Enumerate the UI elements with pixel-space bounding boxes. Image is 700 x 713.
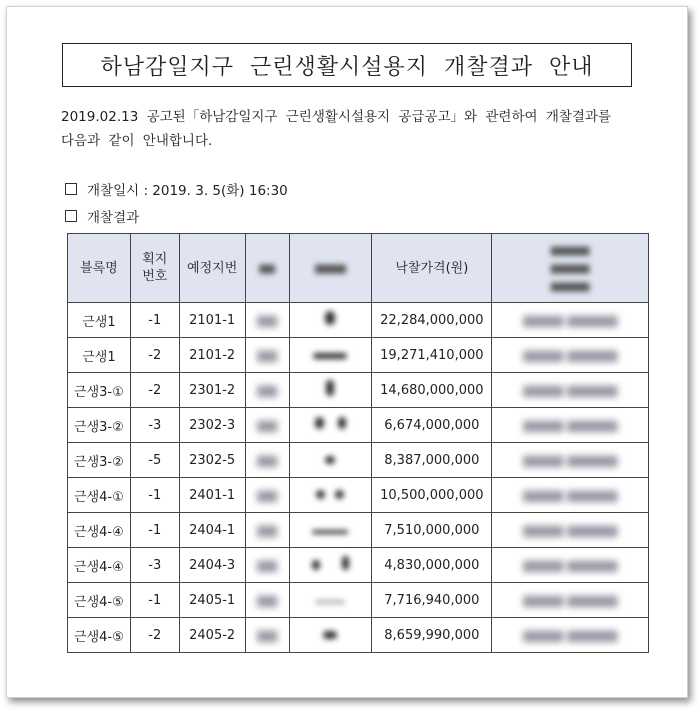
redacted-text: ▆▆▆▆▆ ▆▆▆▆▆ ▆▆▆▆▆ [550,245,590,292]
cell-redacted [289,583,372,618]
table-row [68,478,649,513]
cell-redacted [492,408,649,443]
cell-price: 22,284,000,000 [372,303,492,338]
table-row [68,618,649,653]
cell-lot: -5 [130,443,179,478]
cell-redacted [245,443,289,478]
cell-redacted [289,618,372,653]
header-redacted-2 [289,234,372,303]
header-price: 낙찰가격(원) [372,234,492,303]
redacted-text: ▆▆ [257,312,278,328]
cell-lot: -3 [130,408,179,443]
cell-redacted [492,583,649,618]
cell-block: 근생4-⑤ [68,618,131,653]
redacted-text: ▆▆ [257,452,278,468]
table-row [68,548,649,583]
cell-redacted [245,548,289,583]
cell-redacted [492,373,649,408]
cell-block: 근생1 [68,303,131,338]
header-block: 블록명 [68,234,131,303]
cell-price: 6,674,000,000 [372,408,492,443]
cell-block: 근생3-② [68,443,131,478]
redacted-text: ▆▆ [257,382,278,398]
header-redacted-3 [492,234,649,303]
cell-price: 7,510,000,000 [372,513,492,548]
cell-block: 근생4-④ [68,548,131,583]
cell-block: 근생1 [68,338,131,373]
table-row [68,443,649,478]
cell-block: 근생4-④ [68,513,131,548]
cell-parcel: 2401-1 [179,478,245,513]
redacted-text: ▆▆ [257,417,278,433]
cell-redacted [245,373,289,408]
cell-price: 4,830,000,000 [372,548,492,583]
cell-redacted [245,408,289,443]
header-lot [130,234,179,303]
cell-redacted [492,443,649,478]
redacted-text: ▆▆▆▆ ▆▆▆▆▆ [523,522,618,538]
cell-block: 근생4-⑤ [68,583,131,618]
cell-parcel: 2404-3 [179,548,245,583]
cell-parcel: 2302-5 [179,443,245,478]
redacted-text: ▆▆▆▆ ▆▆▆▆▆ [523,347,618,363]
cell-parcel: 2301-2 [179,373,245,408]
header-parcel: 예정지번 [179,234,245,303]
cell-price: 19,271,410,000 [372,338,492,373]
document-page [6,6,688,698]
cell-lot: -1 [130,478,179,513]
table-row [68,338,649,373]
cell-lot: -2 [130,338,179,373]
redacted-text: ▆▆▆▆ ▆▆▆▆▆ [523,627,618,643]
cell-lot: -1 [130,513,179,548]
cell-parcel: 2404-1 [179,513,245,548]
cell-lot: -3 [130,548,179,583]
cell-redacted [289,408,372,443]
cell-parcel: 2101-1 [179,303,245,338]
table-row [68,513,649,548]
redacted-text: ▆▆▆▆ ▆▆▆▆▆ [523,557,618,573]
cell-redacted [245,618,289,653]
cell-price: 8,659,990,000 [372,618,492,653]
results-table [67,233,649,653]
intro-text [61,105,651,153]
cell-redacted [492,513,649,548]
cell-price: 7,716,940,000 [372,583,492,618]
cell-redacted [289,478,372,513]
cell-lot: -1 [130,583,179,618]
cell-redacted [245,583,289,618]
intro-line-1: 2019.02.13 공고된「하남감일지구 근린생활시설용지 공급공고」와 관련하여 개찰결과를 [61,109,612,125]
redacted-text: ▆▆ [257,487,278,503]
cell-price: 8,387,000,000 [372,443,492,478]
cell-parcel: 2405-2 [179,618,245,653]
cell-redacted [289,373,372,408]
redacted-text: ▆▆▆▆ ▆▆▆▆▆ [523,382,618,398]
results-heading-text: 개찰결과 [87,210,140,226]
cell-redacted [289,513,372,548]
cell-redacted [245,478,289,513]
cell-redacted [245,338,289,373]
cell-redacted [492,303,649,338]
redacted-text: ▆▆▆▆ ▆▆▆▆▆ [523,592,618,608]
cell-lot: -1 [130,303,179,338]
redacted-text: ▆▆ [257,627,278,643]
redacted-text: ▆▆▆▆ ▆▆▆▆▆ [523,312,618,328]
redacted-text: ▆▆ [257,347,278,363]
table-header-row [68,234,649,303]
cell-parcel: 2101-2 [179,338,245,373]
cell-redacted [245,513,289,548]
cell-price: 14,680,000,000 [372,373,492,408]
redacted-text: ▆▆▆▆ ▆▆▆▆▆ [523,417,618,433]
cell-parcel: 2405-1 [179,583,245,618]
redacted-text: ▆▆ [257,557,278,573]
cell-parcel: 2302-3 [179,408,245,443]
checkbox-square-icon [65,183,77,195]
bullet-opening-date [65,179,288,199]
header-lot-line-2: 번호 [142,269,168,284]
cell-redacted [289,548,372,583]
cell-block: 근생4-① [68,478,131,513]
redacted-text: ▆▆▆▆ ▆▆▆▆▆ [523,487,618,503]
table-row [68,583,649,618]
cell-price: 10,500,000,000 [372,478,492,513]
table-row [68,373,649,408]
redacted-text: ▆▆▆▆ [315,263,346,274]
opening-date-text: 개찰일시 : 2019. 3. 5(화) 16:30 [87,183,288,199]
cell-block: 근생3-① [68,373,131,408]
cell-redacted [492,548,649,583]
redacted-text: ▆▆▆▆ ▆▆▆▆▆ [523,452,618,468]
cell-redacted [492,618,649,653]
table-row [68,303,649,338]
cell-redacted [492,338,649,373]
table-row [68,408,649,443]
bullet-results [65,206,139,226]
redacted-text: ▆▆ [257,592,278,608]
page-title: 하남감일지구 근린생활시설용지 개찰결과 안내 [62,43,632,87]
cell-redacted [289,338,372,373]
cell-redacted [492,478,649,513]
redacted-text: ▆▆ [259,263,275,274]
cell-lot: -2 [130,373,179,408]
checkbox-square-icon [65,210,77,222]
redacted-text: ▆▆ [257,522,278,538]
cell-block: 근생3-② [68,408,131,443]
cell-redacted [289,443,372,478]
header-lot-line-1: 획지 [142,252,168,267]
cell-redacted [245,303,289,338]
cell-lot: -2 [130,618,179,653]
intro-line-2: 다음과 같이 안내합니다. [61,133,213,149]
header-redacted-1 [245,234,289,303]
cell-redacted [289,303,372,338]
